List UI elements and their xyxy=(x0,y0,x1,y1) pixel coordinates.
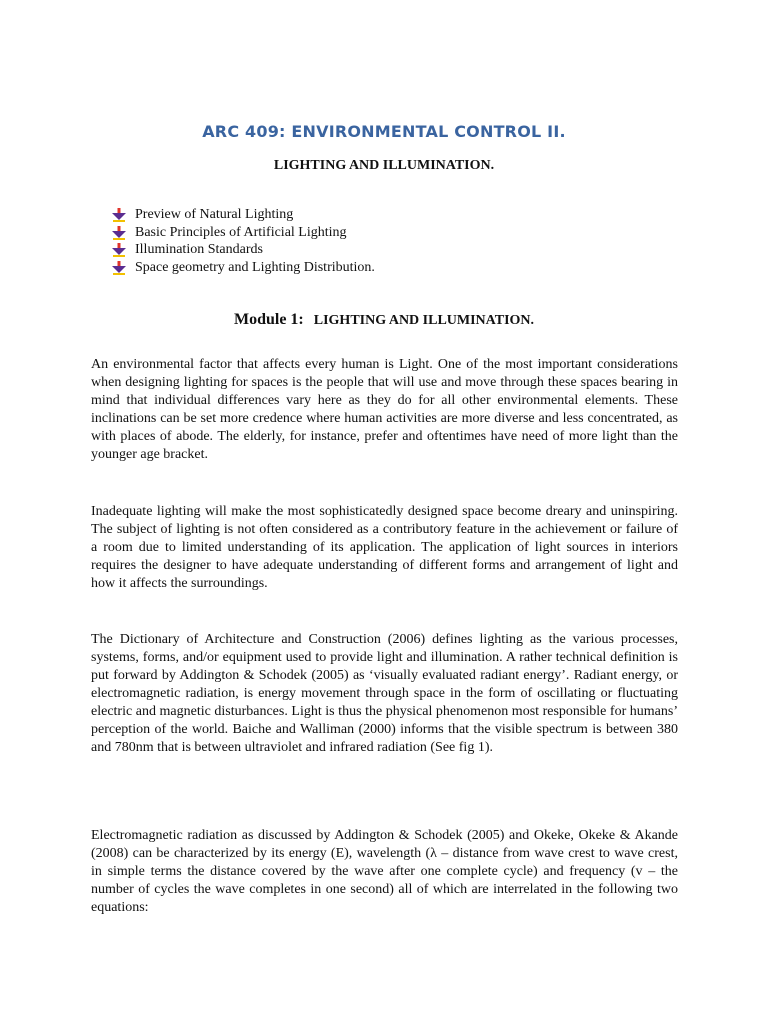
topic-label: Preview of Natural Lighting xyxy=(135,207,294,222)
list-item xyxy=(112,241,375,259)
topic-label: Space geometry and Lighting Distribution. xyxy=(135,259,375,275)
body-paragraph: Electromagnetic radiation as discussed by Addington & Schodek (2005) and Okeke, Okeke & Akande (2008) can be characterized by its energy (E), wavelength (λ – distance from wave crest to wave crest, in simple terms the distance covered by the wave after one complete cycle) and frequency (v – the number of cycles the wave completes in one second) all of which are interrelated in the following two equations: xyxy=(91,828,678,915)
module-title: LIGHTING AND ILLUMINATION. xyxy=(313,313,535,328)
module-label: Module 1: xyxy=(233,311,304,328)
bullet-arrow-icon xyxy=(112,243,126,257)
bullet-arrow-icon xyxy=(112,261,126,275)
bullet-arrow-icon xyxy=(112,226,126,240)
course-title: ARC 409: ENVIRONMENTAL CONTROL II. xyxy=(202,122,566,141)
topic-list xyxy=(112,206,375,276)
module-heading xyxy=(0,311,768,329)
bullet-arrow-icon xyxy=(112,208,126,222)
topic-label: Illumination Standards xyxy=(135,242,263,258)
list-item xyxy=(112,206,375,224)
body-paragraph: The Dictionary of Architecture and Construction (2006) defines lighting as the various processes, systems, forms, and/or equipment used to provide light and illumination. A rather technical definition is put forward by Addington & Schodek (2005) as ‘visually evaluated radiant energy’. Radiant energy, or electromagnetic radiation, is energy movement through space in the form of oscillating or fluctuating electric and magnetic disturbances. Light is thus the physical phenomenon most responsible for humans’ perception of the world. Baiche and Walliman (2000) informs that the visible spectrum is between 380 and 780nm that is between ultraviolet and infrared radiation (See fig 1). xyxy=(91,632,678,755)
body-paragraph: Inadequate lighting will make the most sophisticatedly designed space become dreary and uninspiring. The subject of lighting is not often considered as a contributory feature in the achievement or failure of a room due to limited understanding of its application. The application of light sources in interiors requires the designer to have adequate understanding of different forms and arrangement of light and how it affects the surroundings. xyxy=(91,504,678,591)
list-item xyxy=(112,224,375,242)
document-subtitle: LIGHTING AND ILLUMINATION. xyxy=(273,158,495,173)
topic-label: Basic Principles of Artificial Lighting xyxy=(135,224,347,240)
body-paragraph: An environmental factor that affects every human is Light. One of the most important considerations when designing lighting for spaces is the people that will use and move through these spaces bearing in mind that individual differences vary here as they do for all other environmental elements. These inclinations can be set more credence where human activities are more diverse and less concentrated, as with places of abode. The elderly, for instance, prefer and oftentimes have need of more light than the younger age bracket. xyxy=(91,357,678,462)
list-item xyxy=(112,259,375,277)
